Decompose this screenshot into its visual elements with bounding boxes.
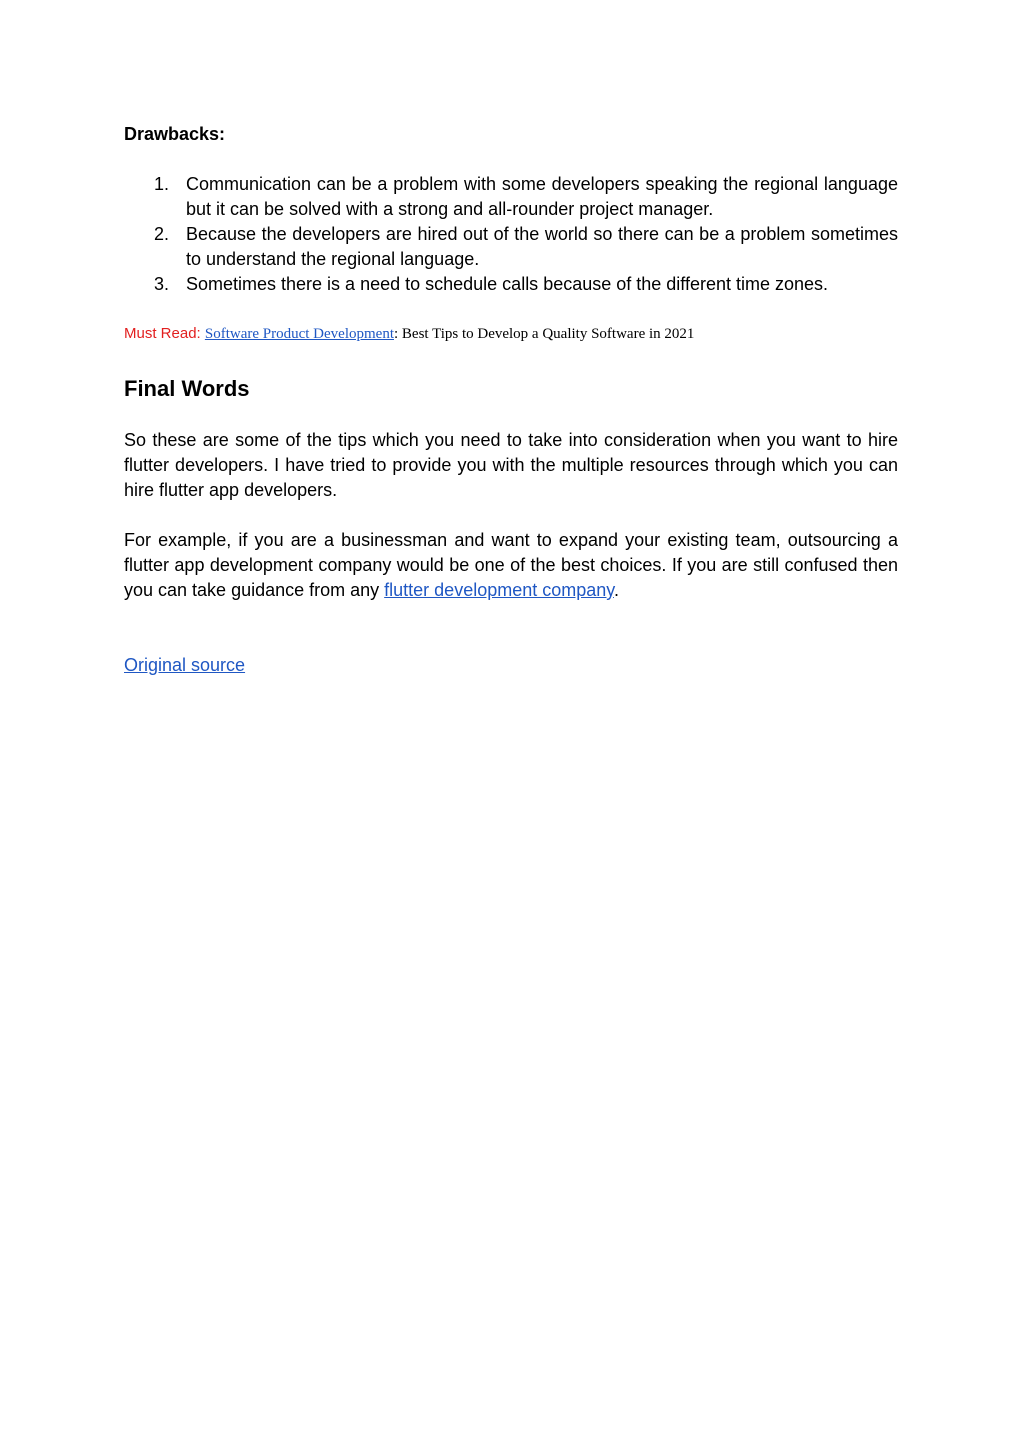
list-item-number: 3. [154, 274, 170, 294]
final-words-heading: Final Words [124, 376, 250, 401]
must-read-label: Must Read: [124, 325, 201, 342]
list-item-number: 1. [154, 174, 170, 194]
list-item-text: Because the developers are hired out of the world so there can be a problem sometimes to understand the regional language. [186, 224, 898, 269]
original-source-link[interactable]: Original source [124, 655, 246, 675]
final-words-paragraph-1: So these are some of the tips which you need to take into consideration when you want to hire flutter developers. I have tried to provide you with the multiple resources through which you can hire flutter app developers. [124, 430, 898, 500]
must-read-line [124, 322, 898, 346]
drawbacks-heading: Drawbacks: [124, 124, 226, 144]
list-item-number: 2. [154, 224, 170, 244]
list-item-text: Communication can be a problem with some developers speaking the regional language but it can be solved with a strong and all-rounder project manager. [186, 174, 898, 219]
list-item-text: Sometimes there is a need to schedule calls because of the different time zones. [186, 274, 829, 294]
flutter-development-company-link[interactable]: flutter development company [384, 580, 614, 600]
final-words-paragraph-2 [124, 528, 898, 603]
list-item [124, 222, 898, 272]
list-item [124, 272, 898, 297]
paragraph-period: . [613, 580, 619, 600]
paragraph-text: For example, if you are a businessman and want to expand your existing team, outsourcing a flutter app development company would be one of the best choices. If you are still confused then you can take guidance from any [124, 530, 898, 600]
software-product-development-link[interactable]: Software Product Development [204, 326, 394, 342]
list-item [124, 172, 898, 222]
drawbacks-list [124, 172, 898, 297]
must-read-rest: : Best Tips to Develop a Quality Software in 2021 [394, 326, 695, 342]
